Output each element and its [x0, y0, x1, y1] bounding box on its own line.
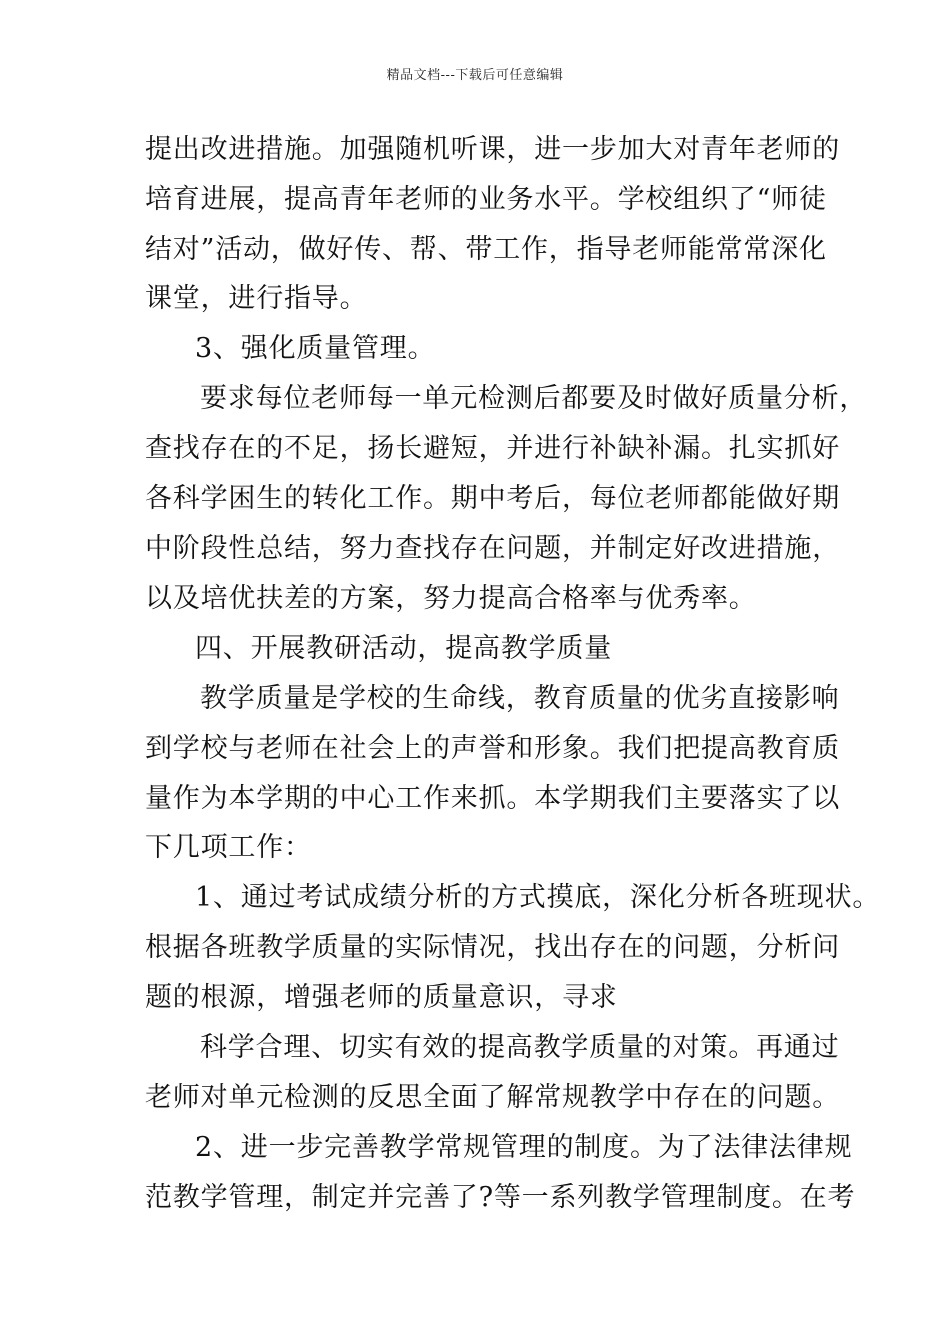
- text-line: 2、进一步完善教学常规管理的制度。为了法律法律规: [195, 1132, 853, 1163]
- text-line: 各科学困生的转化工作。期中考后，每位老师都能做好期: [145, 483, 840, 514]
- text-line: 结对”活动，做好传、帮、带工作，指导老师能常常深化: [145, 234, 827, 265]
- text-line: 以及培优扶差的方案，努力提高合格率与优秀率。: [145, 583, 757, 614]
- text-line: 查找存在的不足，扬长避短，并进行补缺补漏。扎实抓好: [145, 433, 840, 464]
- text-line: 提出改进措施。加强随机听课，进一步加大对青年老师的: [145, 134, 840, 165]
- text-line: 范教学管理，制定并完善了?等一系列教学管理制度。在考: [145, 1182, 856, 1213]
- section-heading: 四、开展教研活动，提高教学质量: [195, 633, 612, 664]
- text-line: 科学合理、切实有效的提高教学质量的对策。再通过: [200, 1032, 840, 1063]
- text-line: 老师对单元检测的反思全面了解常规教学中存在的问题。: [145, 1082, 840, 1113]
- text-line: 1、通过考试成绩分析的方式摸底，深化分析各班现状。: [195, 882, 881, 913]
- page-header: 精品文档---下载后可任意编辑: [386, 68, 564, 83]
- text-line: 培育进展，提高青年老师的业务水平。学校组织了“师徒: [145, 184, 827, 215]
- text-line: 下几项工作：: [145, 832, 312, 863]
- text-line: 量作为本学期的中心工作来抓。本学期我们主要落实了以: [145, 783, 840, 814]
- text-line: 题的根源，增强老师的质量意识，寻求: [145, 982, 618, 1013]
- text-line: 根据各班教学质量的实际情况，找出存在的问题，分析问: [145, 932, 840, 963]
- text-line: 到学校与老师在社会上的声誉和形象。我们把提高教育质: [145, 733, 840, 764]
- section-heading: 3、强化质量管理。: [195, 333, 436, 364]
- text-line: 课堂，进行指导。: [145, 283, 368, 314]
- text-line: 中阶段性总结，努力查找存在问题，并制定好改进措施，: [145, 533, 840, 564]
- text-line: 要求每位老师每一单元检测后都要及时做好质量分析，: [200, 383, 868, 414]
- text-line: 教学质量是学校的生命线，教育质量的优劣直接影响: [200, 683, 840, 714]
